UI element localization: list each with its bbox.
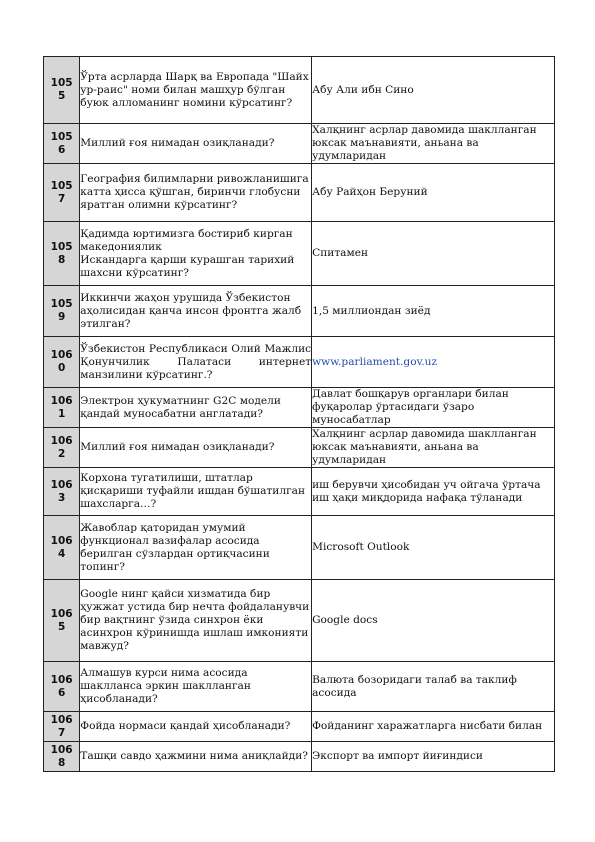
answer-text: Абу Райҳон Беруний	[312, 186, 428, 198]
question-cell	[80, 124, 312, 164]
row-number: 1055	[50, 77, 73, 102]
question-cell	[80, 742, 312, 772]
question-cell	[80, 662, 312, 712]
row-number: 1065	[50, 607, 73, 633]
answer-cell	[312, 222, 555, 286]
question-cell	[80, 712, 312, 742]
answer-cell	[312, 742, 555, 772]
row-number: 1064	[50, 534, 73, 560]
question-cell	[80, 337, 312, 388]
table-row	[44, 164, 555, 222]
row-number-cell	[44, 57, 80, 124]
answer-text: Абу Али ибн Сино	[312, 83, 414, 96]
row-number: 1067	[50, 713, 73, 739]
row-number-cell	[44, 222, 80, 286]
row-number: 1061	[50, 394, 73, 420]
answer-cell	[312, 712, 555, 742]
table-row	[44, 222, 555, 286]
table-row	[44, 286, 555, 337]
row-number: 1068	[50, 743, 73, 769]
question-cell	[80, 516, 312, 580]
table-row	[44, 712, 555, 742]
answer-text: Халқнинг асрлар давомида шаклланган юксак маънавияти, аньана ва удумларидан	[312, 428, 537, 466]
table-row	[44, 124, 555, 164]
row-number-cell	[44, 662, 80, 712]
answer-text: 1,5 миллиондан зиёд	[312, 304, 431, 317]
question-cell	[80, 222, 312, 286]
row-number: 1057	[50, 179, 73, 205]
row-number-cell	[44, 428, 80, 468]
question-text: Ўзбекистон Республикаси Олий Мажлис Қонунчилик Палатаси интернет манзилини кўрсатинг.?	[80, 342, 312, 381]
row-number: 1060	[50, 349, 73, 374]
row-number: 1059	[50, 298, 73, 323]
question-cell	[80, 468, 312, 516]
answer-cell	[312, 516, 555, 580]
answer-text: Microsoft Outlook	[312, 541, 410, 553]
answer-text: Давлат бошқарув органлари билан фуқаролар ўртасидаги ўзаро муносабатлар	[312, 388, 509, 426]
parliament-link[interactable]: www.parliament.gov.uz	[312, 355, 438, 368]
answer-cell	[312, 286, 555, 337]
table-row	[44, 337, 555, 388]
question-text: Корхона тугатилиши, штатлар қисқариши туфайли ишдан бўшатилган шахсларга…?	[80, 472, 306, 510]
answer-cell	[312, 57, 555, 124]
answer-cell	[312, 388, 555, 428]
table-row	[44, 580, 555, 662]
row-number-cell	[44, 164, 80, 222]
answer-cell	[312, 468, 555, 516]
answer-cell	[312, 662, 555, 712]
table-row	[44, 742, 555, 772]
question-text: Google нинг қайси хизматида бир ҳужжат устида бир нечта фойдаланувчи бир вақтнинг ўзида синхрон ёки асинхрон кўринишда ишлаш имконияти мавжуд?	[80, 588, 310, 652]
answer-text: Фойданинг харажатларга нисбати билан	[312, 720, 543, 732]
question-text: География билимларни ривожланишига катта ҳисса қўшган, биринчи глобусни яратган олимни кўрсатинг?	[80, 173, 309, 211]
table-row	[44, 428, 555, 468]
answer-text: Валюта бозоридаги талаб ва таклиф асосида	[312, 673, 517, 699]
answer-text: Халқнинг асрлар давомида шаклланган юксак маънавияти, аньана ва удумларидан	[312, 124, 537, 162]
question-cell	[80, 57, 312, 124]
answer-cell	[312, 337, 555, 388]
qa-table	[43, 56, 555, 772]
table-row	[44, 468, 555, 516]
row-number-cell	[44, 580, 80, 662]
row-number: 1056	[50, 130, 73, 156]
row-number-cell	[44, 124, 80, 164]
row-number-cell	[44, 286, 80, 337]
row-number-cell	[44, 337, 80, 388]
answer-cell	[312, 580, 555, 662]
question-text: Миллий ғоя нимадан озиқланади?	[80, 137, 275, 149]
table-row	[44, 57, 555, 124]
question-cell	[80, 388, 312, 428]
answer-text: Экспорт ва импорт йиғиндиси	[312, 750, 483, 762]
question-text: Ташқи савдо ҳажмини нима аниқлайди?	[80, 750, 308, 762]
question-text: Алмашув курси нима асосида шаклланса эркин шаклланган ҳисобланади?	[80, 667, 251, 705]
answer-text: иш берувчи ҳисобидан уч ойгача ўртача иш ҳақи миқдорида нафақа тўланади	[312, 478, 541, 504]
row-number: 1062	[50, 434, 73, 460]
row-number-cell	[44, 388, 80, 428]
row-number: 1063	[50, 478, 73, 504]
answer-text: Спитамен	[312, 247, 369, 259]
question-text: Ўрта асрларда Шарқ ва Европада "Шайх ур-раис" номи билан машҳур бўлган буюк алломанинг номини кўрсатинг?	[80, 70, 309, 109]
table-row	[44, 662, 555, 712]
question-text: Миллий ғоя нимадан озиқланади?	[80, 441, 275, 453]
question-text: Фойда нормаси қандай ҳисобланади?	[80, 720, 291, 732]
row-number-cell	[44, 516, 80, 580]
question-cell	[80, 164, 312, 222]
row-number-cell	[44, 742, 80, 772]
table-row	[44, 388, 555, 428]
row-number-cell	[44, 468, 80, 516]
question-cell	[80, 286, 312, 337]
question-cell	[80, 580, 312, 662]
answer-cell	[312, 428, 555, 468]
answer-cell	[312, 124, 555, 164]
table-row	[44, 516, 555, 580]
question-text: Қадимда юртимизга бостириб кирган македониялик Искандарга қарши курашган тарихий шахсни кўрсатинг?	[80, 227, 295, 279]
answer-cell	[312, 164, 555, 222]
row-number: 1066	[50, 673, 73, 699]
question-text: Иккинчи жаҳон урушида Ўзбекистон аҳолисидан қанча инсон фронтга жалб этилган?	[80, 291, 302, 330]
question-cell	[80, 428, 312, 468]
answer-text: Google docs	[312, 614, 378, 626]
row-number-cell	[44, 712, 80, 742]
row-number: 1058	[50, 240, 73, 266]
question-text: Электрон ҳукуматнинг G2C модели қандай муносабатни англатади?	[80, 394, 281, 420]
question-text: Жавоблар қаторидан умумий функционал вазифалар асосида берилган сўзлардан ортиқчасини топинг?	[80, 521, 270, 573]
